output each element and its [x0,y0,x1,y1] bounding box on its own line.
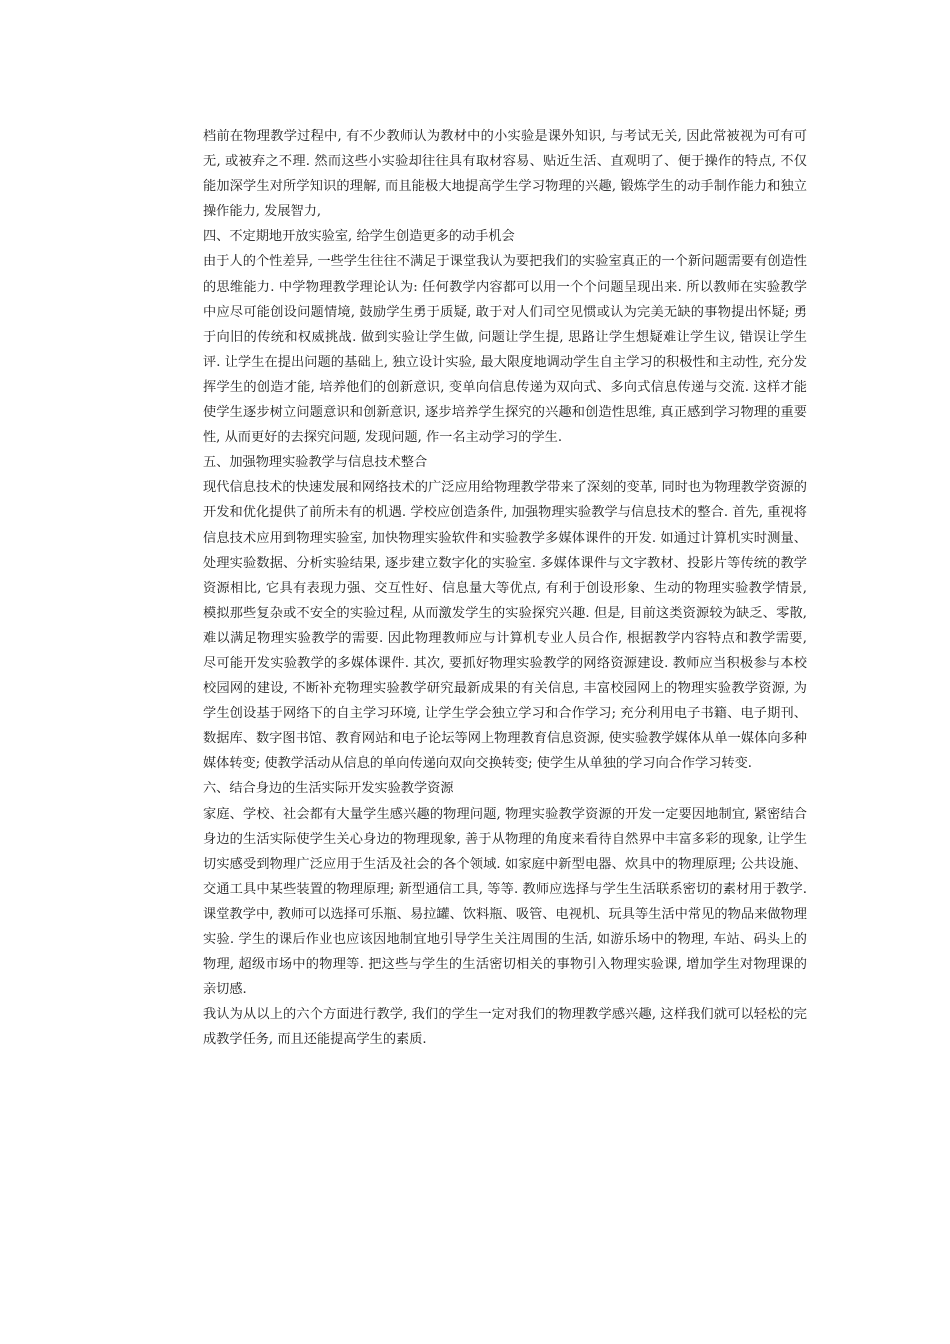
paragraph-intro: 档前在物理教学过程中, 有不少教师认为教材中的小实验是课外知识, 与考试无关, 因此常被视为可有可无, 或被弃之不理. 然而这些小实验却往往具有取材容易、贴近生活、直观明了、便于操作的特点, 不仅能加深学生对所学知识的理解, 而且能极大地提高学生学习物理的兴趣, 锻炼学生的动手制作能力和独立操作能力, 发展智力, [203,129,807,220]
paragraph-section-4: 由于人的个性差异, 一些学生往往不满足于课堂我认为要把我们的实验室真正的一个新问题需要有创造性的思维能力. 中学物理教学理论认为: 任何教学内容都可以用一个个问题呈现出来. 所以教师在实验教学中应尽可能创设问题情境, 鼓励学生勇于质疑, 敢于对人们司空见惯或认为完美无缺的事物提出怀疑; 勇于向旧的传统和权威挑战. 做到实验让学生做, 问题让学生提, 思路让学生想疑难让学生议, 错误让学生评. 让学生在提出问题的基础上, 独立设计实验, 最大限度地调动学生自主学习的积极性和主动性, 充分发挥学生的创造才能, 培养他们的创新意识, 变单向信息传递为双向式、多向式信息传递与交流. 这样才能使学生逐步树立问题意识和创新意识, 逐步培养学生探究的兴趣和创造性思维, 真正感到学习物理的重要性, 从而更好的去探究问题, 发现问题, 作一名主动学习的学生. [203,254,807,446]
section-heading-5: 五、加强物理实验教学与信息技术整合 [203,455,428,471]
paragraph-conclusion: 我认为从以上的六个方面进行教学, 我们的学生一定对我们的物理教学感兴趣, 这样我们就可以轻松的完成教学任务, 而且还能提高学生的素质. [203,1007,807,1048]
paragraph-section-6: 家庭、学校、社会都有大量学生感兴趣的物理问题, 物理实验教学资源的开发一定要因地制宜, 紧密结合身边的生活实际使学生关心身边的物理现象, 善于从物理的角度来看待自然界中丰富多彩的现象, 让学生切实感受到物理广泛应用于生活及社会的各个领域. 如家庭中新型电器、炊具中的物理原理; 公共设施、交通工具中某些装置的物理原理; 新型通信工具, 等等. 教师应选择与学生生活联系密切的素材用于教学. 课堂教学中, 教师可以选择可乐瓶、易拉罐、饮料瓶、吸管、电视机、玩具等生活中常见的物品来做物理实验. 学生的课后作业也应该因地制宜地引导学生关注周围的生活, 如游乐场中的物理, 车站、码头上的物理, 超级市场中的物理等. 把这些与学生的生活密切相关的事物引入物理实验课, 增加学生对物理课的亲切感. [203,806,807,998]
paragraph-section-5: 现代信息技术的快速发展和网络技术的广泛应用给物理教学带来了深刻的变革, 同时也为物理教学资源的开发和优化提供了前所未有的机遇. 学校应创造条件, 加强物理实验教学与信息技术的整合. 首先, 重视将信息技术应用到物理实验室, 加快物理实验软件和实验教学多媒体课件的开发. 如通过计算机实时测量、处理实验数据、分析实验结果, 逐步建立数字化的实验室. 多媒体课件与文字教材、投影片等传统的教学资源相比, 它具有表现力强、交互性好、信息量大等优点, 有利于创设形象、生动的物理实验教学情景, 模拟那些复杂或不安全的实验过程, 从而激发学生的实验探究兴趣. 但是, 目前这类资源较为缺乏、零散, 难以满足物理实验教学的需要. 因此物理教师应与计算机专业人员合作, 根据教学内容特点和教学需要, 尽可能开发实验教学的多媒体课件. 其次, 要抓好物理实验教学的网络资源建设. 教师应当积极参与本校校园网的建设, 不断补充物理实验教学研究最新成果的有关信息, 丰富校园网上的物理实验教学资源, 为学生创设基于网络下的自主学习环境, 让学生学会独立学习和合作学习; 充分利用电子书籍、电子期刊、数据库、数字图书馆、教育网站和电子论坛等网上物理教育信息资源, 使实验教学媒体从单一媒体向多种媒体转变; 使教学活动从信息的单向传递向双向交换转变; 使学生从单独的学习向合作学习转变. [203,480,807,772]
document-body [203,124,807,1052]
section-heading-6: 六、结合身边的生活实际开发实验教学资源 [203,781,454,797]
section-heading-4: 四、不定期地开放实验室, 给学生创造更多的动手机会 [203,229,515,245]
